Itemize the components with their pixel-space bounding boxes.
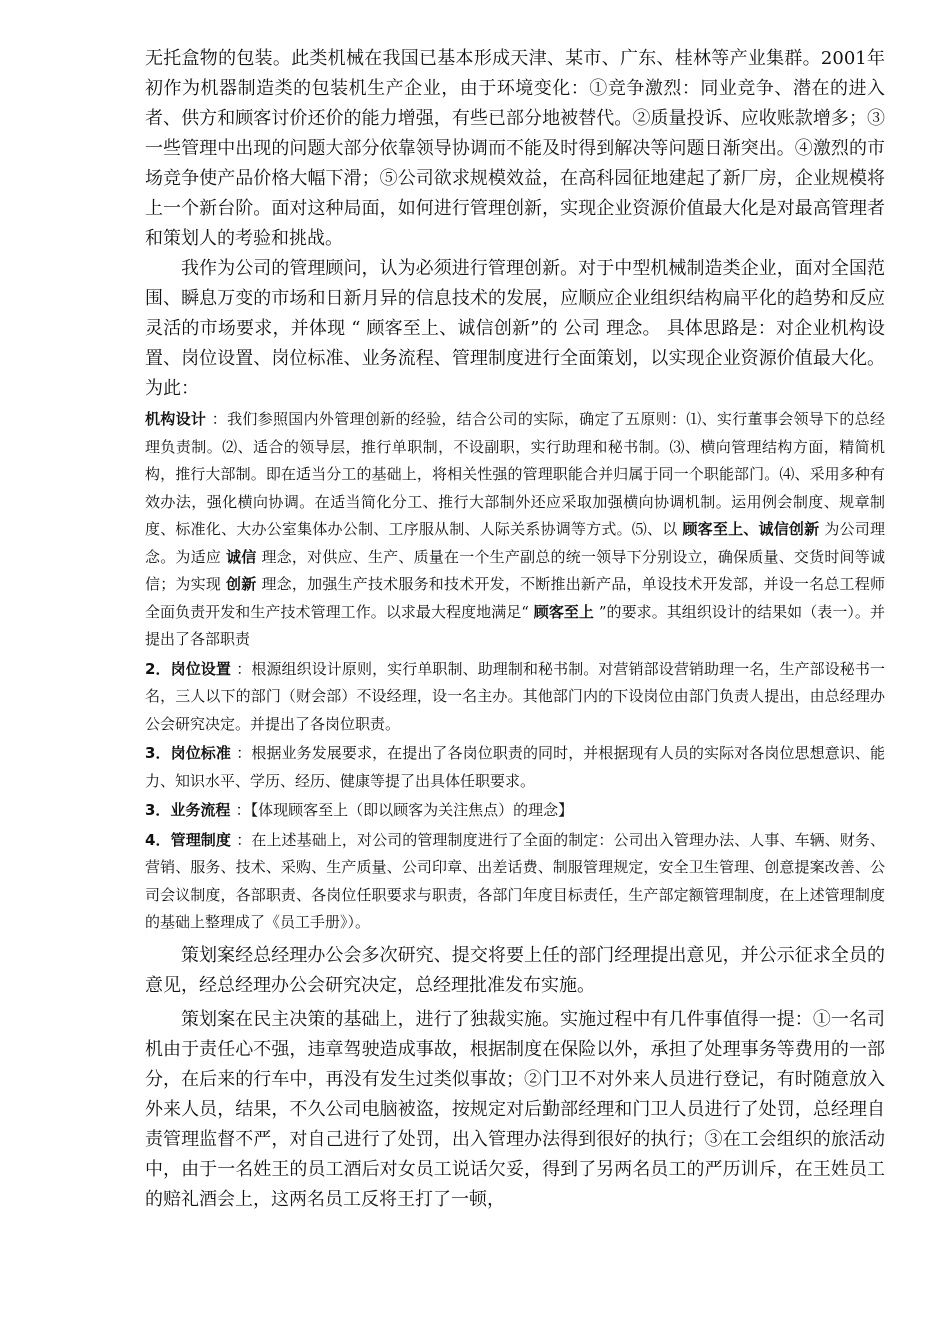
section-management-system [145, 827, 885, 937]
org-design-text-e: ”的要求。其组织设计的结果如（表一）。并提出了各部职责 [145, 602, 885, 648]
org-design-text-a: ：我们参照国内外管理创新的经验，结合公司的实际，确定了五原则：⑴、实行董事会领导下的总经理负责制。⑵、适合的领导层，推行单职制，不设副职，实行助理和秘书制。⑶、横向管理结构方面，精简机构，推行大部制。即在适当分工的基础上，将相关性强的管理职能合并归属于同一个职能部门。⑷、采用多种有效办法，强化横向协调。在适当简化分工、推行大部制外还应采取加强横向协调机制。运用例会制度、规章制度、标准化、大办公室集体办公制、工序服从制、人际关系协调等方式。⑸、以 [145, 410, 885, 538]
document-page [145, 44, 885, 1215]
paragraph-implementation: 策划案在民主决策的基础上，进行了独裁实施。实施过程中有几件事值得一提：①一名司机由于责任心不强，违章驾驶造成事故，根据制度在保险以外，承担了处理事务等费用的一部分，在后来的行车中，再没有发生过类似事故；②门卫不对外来人员进行登记，有时随意放入外来人员，结果，不久公司电脑被盗，按规定对后勤部经理和门卫人员进行了处罚，总经理自责管理监督不严，对自己进行了处罚，出入管理办法得到很好的执行；③在工会组织的旅活动中，由于一名姓王的员工酒后对女员工说话欠妥，得到了另两名员工的严历训斥，在王姓员工的赔礼酒会上，这两名员工反将王打了一顿， [145, 1008, 885, 1210]
section-post-setting [145, 656, 885, 739]
section-post-standard [145, 740, 885, 795]
section-business-process-label: 3．业务流程 [145, 801, 236, 819]
org-design-bold-integrity: 诚信 [226, 547, 257, 566]
management-system-text: ：在上述基础上，对公司的管理制度进行了全面的制定：公司出入管理办法、人事、车辆、财务、营销、服务、技术、采购、生产质量、公司印章、出差话费、制服管理规定，安全卫生管理、创意提案改善、公司会议制度，各部职责、各岗位任职要求与职责，各部门年度目标责任，生产部定额管理制度，在上述管理制度的基础上整理成了《员工手册》）。 [145, 830, 885, 931]
org-design-bold-customer: 顾客至上 [533, 602, 594, 621]
section-org-design-label: 机构设计 [145, 410, 212, 428]
section-management-system-label: 4．管理制度 [145, 830, 237, 849]
section-post-setting-label: 2．岗位设置 [145, 659, 237, 678]
paragraph-review-approval: 策划案经总经理办公会多次研究、提交将要上任的部门经理提出意见，并公示征求全员的意见，经总经理办公会研究决定，总经理批准发布实施。 [145, 944, 885, 996]
post-standard-text: ：根据业务发展要求，在提出了各岗位职责的同时，并根据现有人员的实际对各岗位思想意识、能力、知识水平、学历、经历、健康等提了出具体任职要求。 [145, 744, 885, 790]
org-design-bold-philosophy: 顾客至上、诚信创新 [682, 520, 820, 538]
org-design-text-d: 理念，加强生产技术服务和技术开发，不断推出新产品，单设技术开发部，并设一名总工程师全面负责开发和生产技术管理工作。以求最大程度地满足“ [145, 575, 885, 621]
org-design-text-b: 为公司理念。为适应 [145, 520, 885, 566]
business-process-text: ：【体现顾客至上（即以顾客为关注焦点）的理念】 [235, 801, 574, 819]
section-org-design [145, 406, 885, 654]
org-design-text-c: 理念，对供应、生产、质量在一个生产副总的统一领导下分别设立，确保质量、交货时间等诚信；为实现 [145, 547, 885, 593]
paragraph-background: 无托盒物的包装。此类机械在我国已基本形成天津、某市、广东、桂林等产业集群。2001年初作为机器制造类的包装机生产企业，由于环境变化：①竞争激烈：同业竞争、潜在的进入者、供方和顾客讨价还价的能力增强，有些已部分地被替代。②质量投诉、应收账款增多；③一些管理中出现的问题大部分依靠领导协调而不能及时得到解决等问题日渐突出。④激烈的市场竞争使产品价格大幅下滑；⑤公司欲求规模效益，在高科园征地建起了新厂房，企业规模将上一个新台阶。面对这种局面，如何进行管理创新，实现企业资源价值最大化是对最高管理者和策划人的考验和挑战。 [145, 48, 885, 249]
post-setting-text: ：根源组织设计原则，实行单职制、助理制和秘书制。对营销部设营销助理一名，生产部设秘书一名，三人以下的部门（财会部）不设经理，设一名主办。其他部门内的下设岗位由部门负责人提出，由总经理办公会研究决定。并提出了各岗位职责。 [145, 659, 885, 733]
org-design-bold-innovation: 创新 [226, 575, 257, 593]
paragraph-consultant-approach: 我作为公司的管理顾问，认为必须进行管理创新。对于中型机械制造类企业，面对全国范围、瞬息万变的市场和日新月异的信息技术的发展，应顺应企业组织结构扁平化的趋势和反应灵活的市场要求，并体现 “ 顾客至上、诚信创新”的 公司 理念。 具体思路是：对企业机构设置、岗位设置、岗位标准、业务流程、管理制度进行全面策划，以实现企业资源价值最大化。 为此： [145, 258, 885, 399]
section-business-process [145, 797, 885, 825]
section-post-standard-label: 3．岗位标准 [145, 744, 237, 762]
